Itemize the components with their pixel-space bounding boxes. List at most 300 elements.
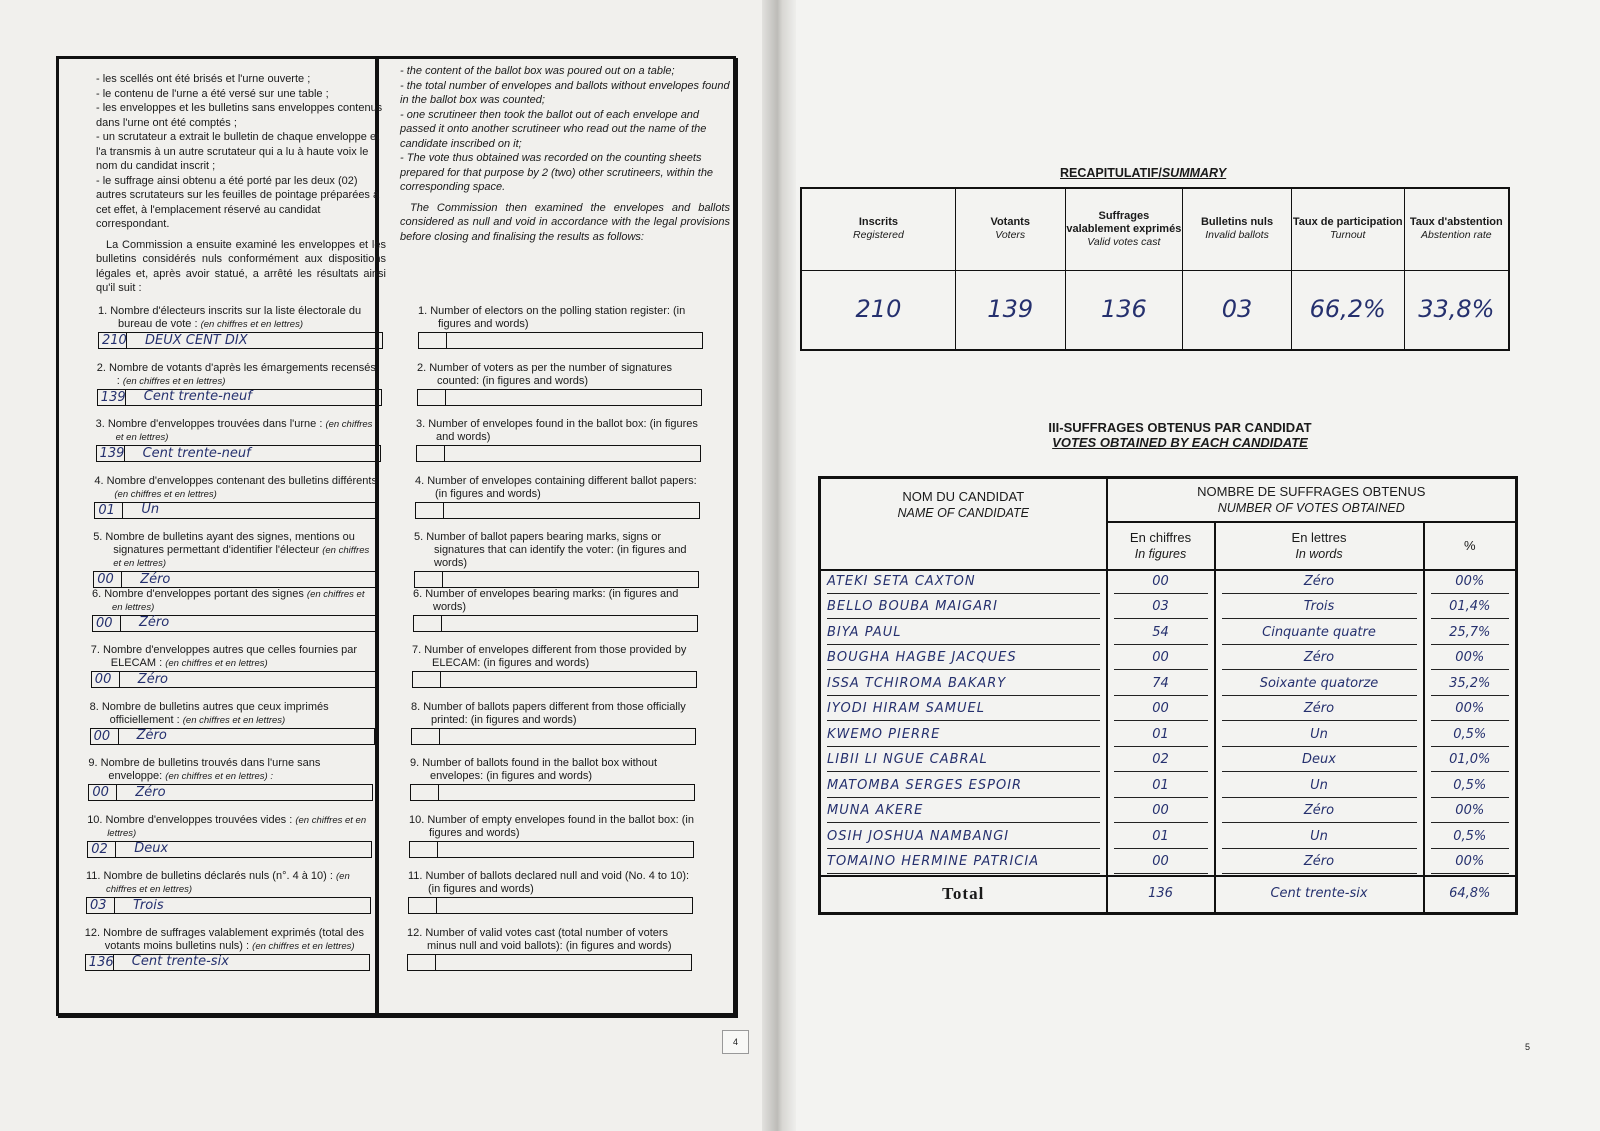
header-percent: %	[1424, 522, 1517, 570]
english-item	[413, 588, 698, 632]
item-hint: (en chiffres et en lettres)	[113, 545, 370, 569]
french-intro	[96, 72, 386, 296]
answer-field[interactable]	[417, 389, 702, 406]
english-paragraph: The Commission then examined the envelopes and ballots considered as null and void in accordance with the legal provisions before closing and finalising the results as follows:	[400, 201, 730, 243]
candidate-pct: 35,2%	[1431, 673, 1510, 696]
cell-words	[1215, 748, 1424, 774]
answer-field[interactable]	[96, 445, 381, 462]
item-label-text: 9. Nombre de bulletins trouvés dans l'urne sans enveloppe:	[88, 757, 321, 782]
summary-header	[801, 188, 955, 270]
french-intro-line: - les enveloppes et les bulletins sans enveloppes contenus dans l'urne ont été comptés ;	[96, 102, 383, 129]
answer-figure	[415, 572, 443, 587]
cell-pct	[1424, 570, 1517, 596]
cell-words	[1215, 595, 1424, 621]
cell-name	[820, 850, 1107, 876]
candidate-pct: 00%	[1431, 851, 1510, 874]
candidate-pct: 00%	[1431, 571, 1510, 594]
cell-figure	[1107, 799, 1215, 825]
answer-figure	[409, 898, 437, 913]
candidate-name: BELLO BOUBA MAIGARI	[827, 596, 1100, 619]
answer-field[interactable]	[407, 954, 692, 971]
candidate-pct: 01,4%	[1431, 596, 1510, 619]
cell-figure	[1107, 621, 1215, 647]
item-label-text: 3. Nombre d'enveloppes trouvées dans l'urne :	[95, 418, 323, 430]
cell-name	[820, 774, 1107, 800]
english-item	[414, 531, 699, 588]
candidate-words: Un	[1222, 775, 1417, 798]
cell-pct	[1424, 876, 1517, 914]
candidate-words: Zéro	[1222, 571, 1417, 594]
item-label-text: 12. Nombre de suffrages valablement exprimés (total des votants moins bulletins nuls) :	[84, 926, 365, 952]
summary-title-en: SUMMARY	[1161, 166, 1227, 180]
answer-figure	[410, 842, 438, 857]
cell-pct	[1424, 646, 1517, 672]
summary-value: 66,2%	[1291, 270, 1404, 350]
cell-figure	[1107, 570, 1215, 596]
answer-figure	[411, 785, 439, 800]
cell-name	[820, 799, 1107, 825]
answer-field[interactable]	[418, 332, 703, 349]
answer-field[interactable]	[414, 571, 699, 588]
candidate-name: BIYA PAUL	[827, 622, 1100, 645]
answer-field[interactable]	[88, 784, 373, 801]
item-label-text: 5. Nombre de bulletins ayant des signes, mentions ou signatures permettant d'identifier l'électeur	[93, 531, 355, 556]
answer-figure: 00	[89, 785, 117, 800]
total-row	[820, 876, 1517, 914]
cell-pct	[1424, 595, 1517, 621]
header-votes-en: NUMBER OF VOTES OBTAINED	[1217, 500, 1405, 515]
cell-words	[1215, 672, 1424, 698]
candidate-name: BOUGHA HAGBE JACQUES	[827, 647, 1100, 670]
answer-field[interactable]	[409, 841, 694, 858]
answer-field[interactable]	[98, 332, 383, 349]
cell-figure	[1107, 825, 1215, 851]
item-label	[98, 305, 383, 331]
summary-header-en: Valid votes cast	[1087, 235, 1161, 248]
item-label-text: 6. Nombre d'enveloppes portant des signes	[92, 587, 304, 600]
section-title-en: VOTES OBTAINED BY EACH CANDIDATE	[1052, 435, 1308, 450]
candidate-row	[820, 672, 1517, 698]
item-hint: (en chiffres et en lettres)	[122, 375, 226, 387]
cell-words	[1215, 850, 1424, 876]
summary-header-en: Voters	[995, 229, 1026, 242]
candidate-pct: 0,5%	[1431, 775, 1510, 798]
item-hint: (en chiffres et en lettres) :	[165, 771, 273, 782]
item-label: 5. Number of ballot papers bearing marks, signs or signatures that can identify the voter: (in figures and words)	[414, 531, 687, 569]
answer-figure	[418, 390, 446, 405]
item-label-text: 7. Nombre d'enveloppes autres que celles fournies par ELECAM :	[90, 644, 358, 669]
english-intro-line: - the total number of envelopes and ballots without envelopes found in the ballot box was counted;	[400, 79, 730, 106]
section-title	[1025, 420, 1335, 450]
item-label: 4. Number of envelopes containing different ballot papers: (in figures and words)	[415, 474, 697, 500]
candidate-name: OSIH JOSHUA NAMBANGI	[827, 826, 1100, 849]
header-name-fr: NOM DU CANDIDAT	[902, 489, 1025, 504]
candidate-words: Trois	[1222, 596, 1417, 619]
english-intro	[400, 64, 730, 244]
english-item	[416, 418, 701, 462]
candidate-figure: 54	[1114, 622, 1208, 645]
summary-header-fr: Inscrits	[858, 216, 899, 229]
page-number-right: 5	[1525, 1042, 1531, 1052]
candidates-table	[818, 476, 1518, 915]
header-figures	[1107, 522, 1215, 570]
cell-words	[1215, 774, 1424, 800]
candidate-words: Zéro	[1222, 647, 1417, 670]
cell-name	[820, 876, 1107, 914]
candidate-figure: 00	[1114, 698, 1208, 721]
answer-figure: 210	[99, 333, 127, 348]
answer-figure: 01	[95, 503, 123, 518]
cell-pct	[1424, 672, 1517, 698]
answer-words: Deux	[134, 841, 169, 856]
answer-field[interactable]	[91, 671, 376, 688]
french-item	[94, 475, 379, 519]
candidate-row	[820, 595, 1517, 621]
candidate-name: MUNA AKERE	[827, 800, 1100, 823]
candidate-figure: 00	[1114, 800, 1208, 823]
item-label: 12. Number of valid votes cast (total number of voters minus null and void ballots): (in figures and words)	[407, 926, 672, 952]
english-item	[412, 644, 697, 688]
cell-figure	[1107, 697, 1215, 723]
english-item	[415, 475, 700, 519]
section-title-fr: III-SUFFRAGES OBTENUS PAR CANDIDAT	[1048, 420, 1312, 435]
cell-pct	[1424, 850, 1517, 876]
answer-field[interactable]	[94, 502, 379, 519]
french-paragraph: La Commission a ensuite examiné les enveloppes et les bulletins considérés nuls conformément aux dispositions légales et, après avoir statué, a arrêté les résultats ainsi qu'il suit :	[96, 238, 386, 294]
header-candidate-name	[820, 478, 1107, 570]
answer-figure: 139	[97, 446, 125, 461]
french-intro-line: - un scrutateur a extrait le bulletin de chaque enveloppe et l'a transmis à un autre scrutateur qui a lu à haute voix le nom du candidat inscrit ;	[96, 131, 380, 172]
summary-header-fr: Votants	[990, 216, 1030, 229]
cell-figure	[1107, 774, 1215, 800]
cell-figure	[1107, 748, 1215, 774]
summary-value: 139	[955, 270, 1065, 350]
cell-words	[1215, 621, 1424, 647]
candidate-row	[820, 799, 1517, 825]
item-label	[88, 757, 373, 783]
header-votes-fr: NOMBRE DE SUFFRAGES OBTENUS	[1197, 483, 1426, 499]
item-label: 8. Number of ballots papers different from those officially printed: (in figures and words)	[411, 700, 686, 726]
cell-figure	[1107, 672, 1215, 698]
cell-name	[820, 748, 1107, 774]
french-item	[93, 531, 378, 588]
candidate-name: KWEMO PIERRE	[827, 724, 1100, 747]
cell-name	[820, 697, 1107, 723]
item-hint: (en chiffres et en lettres)	[107, 814, 367, 839]
answer-field[interactable]	[411, 728, 696, 745]
summary-header	[1183, 188, 1292, 270]
answer-words: DEUX CENT DIX	[145, 332, 248, 348]
cell-name	[820, 621, 1107, 647]
answer-field[interactable]	[93, 571, 378, 588]
answer-figure	[419, 333, 447, 348]
cell-words	[1215, 825, 1424, 851]
answer-words: Zéro	[135, 784, 166, 800]
candidate-pct: 00%	[1431, 698, 1510, 721]
candidate-words: Cent trente-six	[1270, 886, 1368, 902]
item-label-text: 1. Nombre d'électeurs inscrits sur la liste électorale du bureau de vote :	[98, 305, 362, 330]
candidate-row	[820, 646, 1517, 672]
item-hint: (en chiffres et en lettres)	[114, 488, 217, 500]
french-item	[92, 588, 377, 632]
summary-title-fr: RECAPITULATIF/	[1060, 166, 1162, 180]
cell-name	[820, 723, 1107, 749]
english-item	[411, 701, 696, 745]
english-intro-line: - one scrutineer then took the ballot out of each envelope and passed it onto another scrutineer who read out the name of the candidate inscribed on it;	[400, 108, 707, 150]
item-label	[97, 362, 382, 388]
answer-words: Zéro	[137, 671, 168, 687]
candidate-pct: 25,7%	[1431, 622, 1510, 645]
candidate-figure: 01	[1114, 775, 1208, 798]
candidate-words: Zéro	[1222, 800, 1417, 823]
book-gutter	[762, 0, 796, 1131]
candidate-figure: 01	[1114, 724, 1208, 747]
cell-name	[820, 646, 1107, 672]
item-label	[86, 870, 371, 896]
summary-value: 210	[801, 270, 955, 350]
french-item	[98, 305, 383, 349]
answer-figure: 139	[98, 390, 126, 405]
english-item	[407, 927, 692, 971]
english-intro-line: - the content of the ballot box was poured out on a table;	[400, 65, 675, 77]
cell-name	[820, 672, 1107, 698]
candidate-row	[820, 621, 1517, 647]
item-hint: (en chiffres et en lettres)	[200, 319, 304, 330]
answer-figure: 03	[87, 898, 115, 913]
cell-pct	[1424, 697, 1517, 723]
item-hint: (en chiffres et en lettres)	[112, 588, 365, 613]
candidate-row	[820, 697, 1517, 723]
french-item	[87, 814, 372, 858]
cell-figure	[1107, 723, 1215, 749]
item-label: 6. Number of envelopes bearing marks: (in figures and words)	[413, 587, 679, 613]
summary-value: 136	[1065, 270, 1183, 350]
answer-words: Zéro	[139, 615, 170, 630]
cell-words	[1215, 570, 1424, 596]
summary-header-en: Abstention rate	[1420, 229, 1492, 242]
answer-field[interactable]	[90, 728, 375, 745]
answer-figure	[417, 446, 445, 461]
french-intro-line: - les scellés ont été brisés et l'urne ouverte ;	[96, 73, 311, 85]
header-votes	[1107, 478, 1517, 522]
candidate-words: Deux	[1222, 749, 1417, 772]
cell-name	[820, 595, 1107, 621]
cell-name	[820, 570, 1107, 596]
item-hint: (en chiffres et en lettres)	[165, 658, 268, 669]
item-label: 11. Number of ballots declared null and void (No. 4 to 10): (in figures and words)	[408, 870, 690, 895]
item-label-text: 10. Nombre d'enveloppes trouvées vides :	[87, 813, 293, 826]
summary-header-en: Invalid ballots	[1205, 229, 1269, 242]
item-label-text: 8. Nombre de bulletins autres que ceux imprimés officiellement :	[89, 700, 329, 726]
candidate-pct: 0,5%	[1431, 724, 1510, 747]
cell-words	[1215, 799, 1424, 825]
candidate-words: Zéro	[1222, 698, 1417, 721]
summary-header	[1291, 188, 1404, 270]
candidate-pct: 01,0%	[1431, 749, 1510, 772]
cell-figure	[1107, 646, 1215, 672]
candidate-name: ATEKI SETA CAXTON	[827, 571, 1100, 594]
cell-words	[1215, 723, 1424, 749]
candidate-words: Zéro	[1222, 851, 1417, 874]
item-label-text: 2. Nombre de votants d'après les émargements recensés :	[96, 361, 376, 387]
header-name-en: NAME OF CANDIDATE	[897, 506, 1029, 520]
answer-words: Un	[141, 502, 160, 517]
item-label	[93, 531, 378, 570]
cell-words	[1215, 697, 1424, 723]
english-item	[408, 870, 693, 914]
french-item	[90, 701, 375, 745]
candidate-row	[820, 825, 1517, 851]
french-intro-line: - le suffrage ainsi obtenu a été porté par les deux (02) autres scrutateurs sur les feuilles de pointage préparées à cet effet, à l'emplacement réservé au candidat correspondant.	[96, 174, 380, 230]
answer-figure: 02	[88, 842, 116, 857]
answer-figure: 136	[86, 955, 114, 970]
candidate-name: MATOMBA SERGES ESPOIR	[827, 775, 1100, 798]
candidate-words: Un	[1222, 724, 1417, 747]
candidate-row	[820, 570, 1517, 596]
answer-figure	[412, 729, 440, 744]
item-label	[87, 814, 372, 840]
answer-field[interactable]	[86, 897, 371, 914]
summary-header-fr: Taux de participation	[1292, 216, 1403, 229]
summary-header	[1404, 188, 1509, 270]
summary-header	[955, 188, 1065, 270]
candidate-row	[820, 850, 1517, 876]
item-label	[85, 927, 370, 953]
english-item	[417, 362, 702, 406]
french-item	[97, 362, 382, 406]
header-figures-fr: En chiffres	[1129, 529, 1192, 545]
candidate-words: Soixante quatorze	[1222, 673, 1417, 696]
french-item	[86, 870, 371, 914]
summary-value: 33,8%	[1404, 270, 1509, 350]
candidate-figure: 03	[1114, 596, 1208, 619]
cell-pct	[1424, 748, 1517, 774]
summary-header-fr: Bulletins nuls	[1200, 216, 1274, 229]
french-item	[96, 418, 381, 462]
item-label-text: 4. Nombre d'enveloppes contenant des bulletins différents	[94, 474, 377, 487]
summary-header-fr: Taux d'abstention	[1409, 216, 1503, 229]
answer-field[interactable]	[85, 954, 370, 971]
item-label: 3. Number of envelopes found in the ballot box: (in figures and words)	[416, 418, 698, 443]
candidate-name: TOMAINO HERMINE PATRICIA	[827, 851, 1100, 874]
summary-header-fr: Suffrages valablement exprimés	[1066, 209, 1182, 235]
french-item	[88, 757, 373, 801]
answer-field[interactable]	[410, 784, 695, 801]
answer-figure: 00	[94, 572, 122, 587]
english-item	[409, 814, 694, 858]
item-label	[94, 475, 379, 501]
cell-words	[1215, 646, 1424, 672]
answer-field[interactable]	[415, 502, 700, 519]
summary-table	[800, 187, 1510, 351]
summary-header-en: Turnout	[1330, 229, 1366, 242]
header-words	[1215, 522, 1424, 570]
header-words-en: In words	[1295, 546, 1343, 561]
cell-pct	[1424, 621, 1517, 647]
answer-figure	[414, 616, 442, 631]
summary-header	[1065, 188, 1183, 270]
answer-figure	[408, 955, 436, 970]
french-intro-line: - le contenu de l'urne a été versé sur une table ;	[96, 87, 329, 100]
item-hint: (en chiffres et en lettres)	[106, 871, 350, 895]
english-item	[418, 305, 703, 349]
candidate-pct: 00%	[1431, 800, 1510, 823]
summary-header-en: Registered	[853, 229, 904, 242]
item-hint: (en chiffres et en lettres)	[252, 940, 355, 952]
answer-field[interactable]	[413, 615, 698, 632]
summary-title	[1060, 166, 1226, 180]
candidate-row	[820, 774, 1517, 800]
item-label: 7. Number of envelopes different from those provided by ELECAM: (in figures and words)	[412, 644, 687, 669]
cell-pct	[1424, 774, 1517, 800]
answer-field[interactable]	[416, 445, 701, 462]
item-label	[91, 644, 376, 670]
candidate-name: ISSA TCHIROMA BAKARY	[827, 673, 1100, 696]
answer-field[interactable]	[92, 615, 377, 632]
answer-field[interactable]	[97, 389, 382, 406]
answer-words: Cent trente-neuf	[142, 445, 251, 461]
header-words-fr: En lettres	[1291, 529, 1347, 545]
candidate-words: Cinquante quatre	[1222, 622, 1417, 645]
candidate-figure: 00	[1114, 647, 1208, 670]
item-label	[92, 588, 377, 614]
candidate-figure: 02	[1114, 749, 1208, 772]
summary-value: 03	[1183, 270, 1292, 350]
candidate-name: Total	[942, 884, 985, 904]
cell-figure	[1107, 595, 1215, 621]
item-label	[90, 701, 375, 727]
candidate-words: Un	[1222, 826, 1417, 849]
item-hint: (en chiffres et en lettres)	[182, 714, 286, 726]
cell-figure	[1107, 876, 1215, 914]
answer-field[interactable]	[408, 897, 693, 914]
item-label: 2. Number of voters as per the number of signatures counted: (in figures and words)	[417, 361, 672, 387]
english-intro-line: - The vote thus obtained was recorded on the counting sheets prepared for that purpose by 2 (two) other scrutineers, within the corresponding space.	[400, 152, 714, 193]
cell-pct	[1424, 723, 1517, 749]
header-figures-en: In figures	[1134, 546, 1187, 561]
answer-figure	[416, 503, 444, 518]
english-item	[410, 757, 695, 801]
cell-pct	[1424, 825, 1517, 851]
candidate-row	[820, 748, 1517, 774]
answer-figure: 00	[91, 729, 119, 744]
item-label: 10. Number of empty envelopes found in the ballot box: (in figures and words)	[409, 813, 694, 839]
candidate-row	[820, 723, 1517, 749]
candidate-name: IYODI HIRAM SAMUEL	[827, 698, 1100, 721]
cell-words	[1215, 876, 1424, 914]
cell-name	[820, 825, 1107, 851]
answer-figure	[413, 672, 441, 687]
candidate-pct: 64,8%	[1449, 886, 1491, 902]
item-label: 9. Number of ballots found in the ballot box without envelopes: (in figures and words)	[410, 757, 658, 782]
candidate-figure: 00	[1114, 851, 1208, 874]
page-number-left: 4	[722, 1030, 749, 1054]
candidate-name: LIBII LI NGUE CABRAL	[827, 749, 1100, 772]
candidate-figure: 136	[1148, 886, 1173, 902]
answer-words: Cent trente-six	[131, 954, 229, 969]
answer-words: Zéro	[140, 571, 171, 587]
item-label: 1. Number of electors on the polling station register: (in figures and words)	[418, 305, 686, 330]
cell-figure	[1107, 850, 1215, 876]
candidate-figure: 01	[1114, 826, 1208, 849]
candidate-figure: 74	[1114, 673, 1208, 696]
answer-words: Trois	[133, 897, 164, 913]
answer-figure: 00	[93, 616, 121, 631]
candidate-figure: 00	[1114, 571, 1208, 594]
answer-field[interactable]	[87, 841, 372, 858]
answer-words: Zéro	[136, 728, 167, 743]
answer-field[interactable]	[412, 671, 697, 688]
